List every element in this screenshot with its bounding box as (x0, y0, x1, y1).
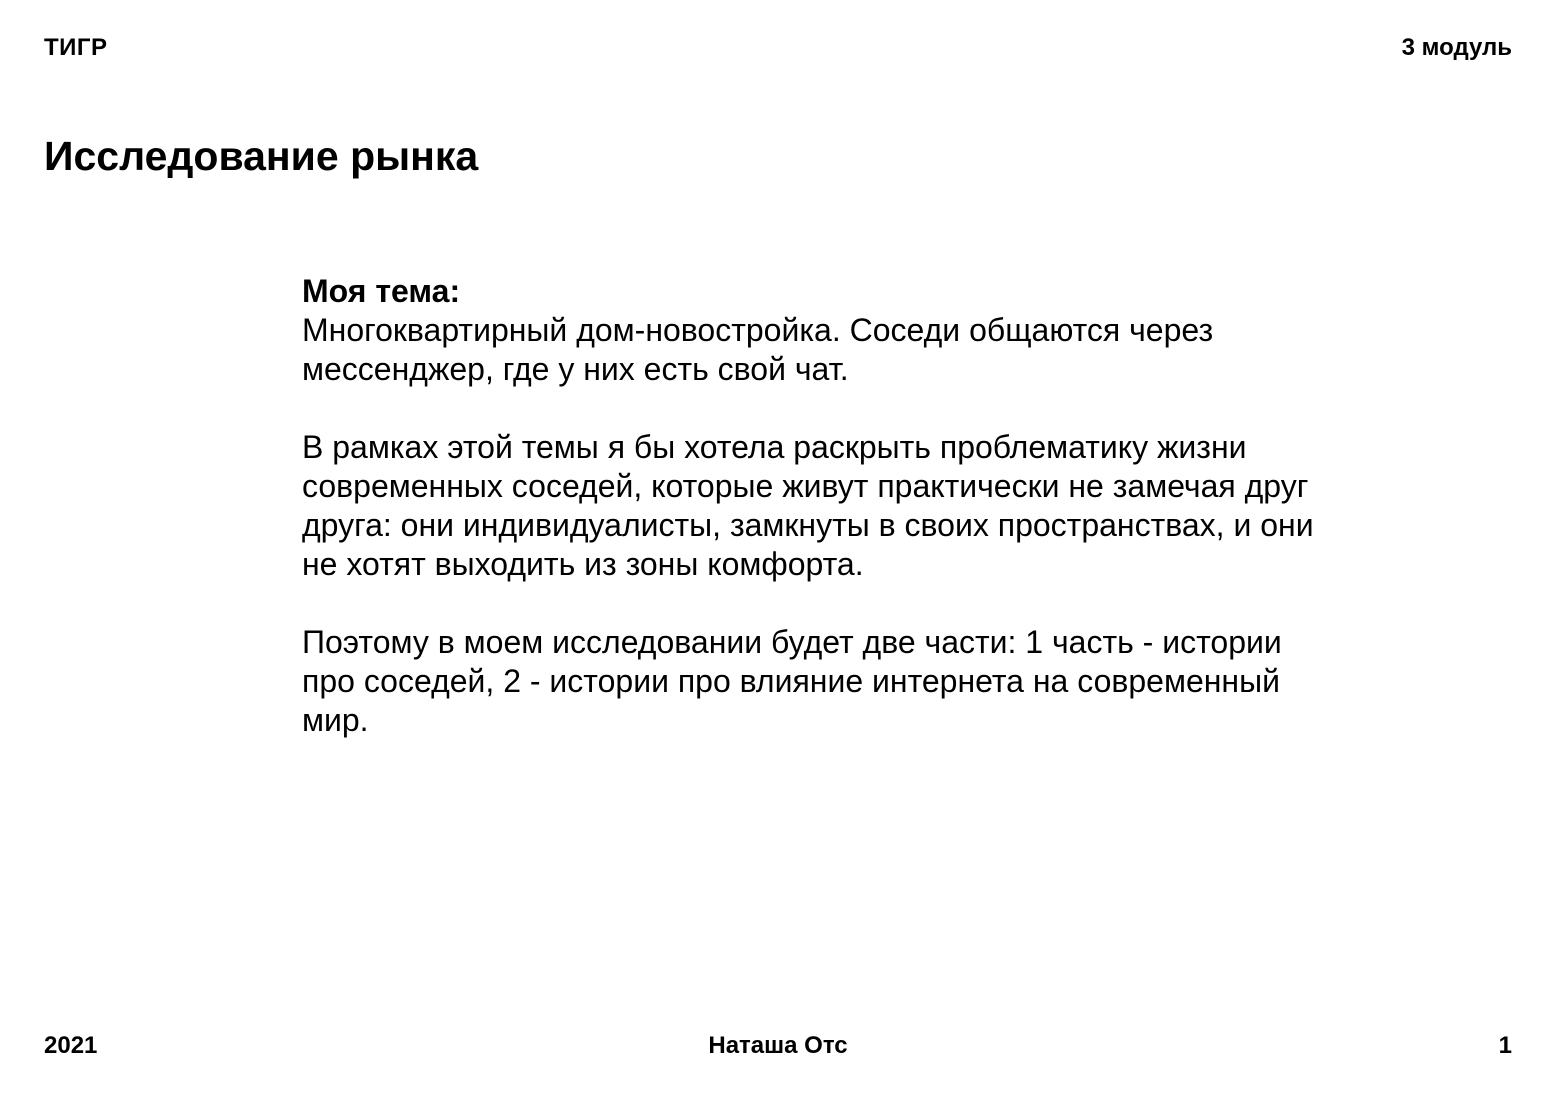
footer-author: Наташа Отс (708, 1032, 848, 1059)
paragraph-topic: Многоквартирный дом-новостройка. Соседи общаются через мессенджер, где у них есть свой чат. (302, 312, 1214, 387)
topic-heading: Моя тема: (302, 273, 461, 309)
paragraph-research-parts: Поэтому в моем исследовании будет две части: 1 часть - истории про соседей, 2 - истории про влияние интернета на современный мир. (302, 624, 1282, 738)
brand-label: ТИГР (44, 34, 108, 61)
paragraph-problem: В рамках этой темы я бы хотела раскрыть проблематику жизни современных соседей, которые живут практически не замечая друг друга: они индивидуалисты, замкнуты в своих пространствах, и они не хотят выходить из зоны комфорта. (302, 429, 1314, 582)
footer-year: 2021 (44, 1032, 98, 1059)
page-number: 1 (1498, 1032, 1512, 1059)
page-title: Исследование рынка (44, 133, 479, 179)
main-content (302, 272, 1322, 740)
module-label: 3 модуль (1401, 34, 1512, 61)
